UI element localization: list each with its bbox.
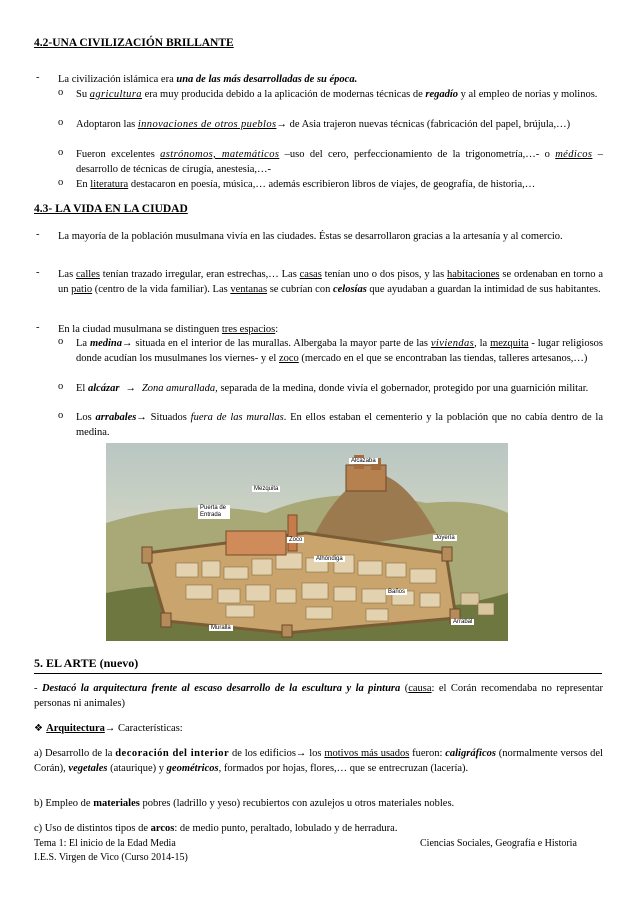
- text: : de medio punto, peraltado, lobulado y de herradura.: [174, 823, 398, 834]
- arrow-icon: →: [276, 119, 287, 130]
- s5-item-b: [34, 796, 603, 811]
- keyword: alcázar: [87, 383, 120, 394]
- text: y al empleo de norias y molinos.: [458, 89, 598, 100]
- text: (mercado en el que se encontraban las tiendas, talleres artesanos,…): [298, 353, 588, 364]
- s42-item-agricultura: [76, 87, 603, 102]
- text: (: [400, 683, 409, 694]
- keyword: tres espacios: [221, 324, 276, 335]
- emphasis: Destacó la arquitectura frente al escaso desarrollo de la escultura y la pintura: [41, 683, 401, 694]
- text: En la ciudad musulmana se distinguen: [58, 324, 222, 335]
- arrow-icon: →: [136, 412, 147, 423]
- bullet-dash: -: [36, 72, 40, 83]
- arrow-icon: →: [125, 383, 136, 394]
- city-illustration-svg: [106, 443, 508, 641]
- text: destacaron en poesía, música,… además escribieron libros de viajes, de geografía, de historia,…: [128, 179, 536, 190]
- s42-intro: [58, 72, 603, 87]
- text: b) Empleo de: [34, 798, 94, 809]
- keyword: habitaciones: [447, 269, 500, 280]
- keyword: patio: [71, 284, 93, 295]
- keyword: vegetales: [68, 763, 108, 774]
- bullet-o: o: [58, 381, 64, 392]
- text: Situados: [146, 412, 191, 423]
- text: La: [76, 338, 90, 349]
- label-banos: Baños: [388, 589, 406, 595]
- text: se cubrían con: [267, 284, 333, 295]
- section-title-text: 4.3- LA VIDA EN LA CIUDAD: [34, 203, 188, 215]
- s43-p3: [58, 322, 603, 337]
- text: En: [76, 179, 91, 190]
- text: : el Corán recomendaba no representar personas ni animales): [34, 683, 603, 709]
- keyword: causa: [408, 683, 432, 694]
- keyword: Arquitectura: [46, 723, 105, 734]
- label-arrabal: Arrabal: [453, 619, 473, 625]
- bullet-o: o: [58, 336, 64, 347]
- text: se ordenaban en torno a un: [58, 269, 603, 295]
- footer-right-1: Ciencias Sociales, Geografía e Historia: [420, 838, 577, 849]
- text: (ataurique) y: [107, 763, 167, 774]
- text: Características:: [115, 723, 183, 734]
- text: (normalmente versos del Corán),: [34, 748, 603, 774]
- keyword: agricultura: [89, 89, 142, 100]
- text: (centro de la vida familiar). Las: [92, 284, 231, 295]
- keyword: calles: [76, 269, 100, 280]
- bullet-o: o: [58, 87, 64, 98]
- bullet-o: o: [58, 410, 64, 421]
- bullet-dash: -: [36, 229, 40, 240]
- section-4-3-title: [34, 203, 188, 215]
- text: que ayudaban a guardan la intimidad de sus habitantes.: [366, 284, 601, 295]
- keyword: arcos: [150, 823, 175, 834]
- text: de los edificios: [229, 748, 296, 759]
- keyword: celosías: [332, 284, 367, 295]
- bullet-o: o: [58, 147, 64, 158]
- label-joyeria: Joyería: [435, 535, 455, 541]
- text: :: [275, 324, 279, 335]
- section-5-title: [34, 656, 138, 671]
- label-alhondiga: Alhóndiga: [316, 556, 343, 562]
- label-puerta-entrada: Puerta de Entrada: [198, 505, 230, 519]
- text: –uso del cero, perfeccionamiento de la trigonometría,…- o: [279, 149, 556, 160]
- arrow-icon: →: [122, 338, 133, 349]
- text: a) Desarrollo de la: [34, 748, 116, 759]
- text: Los: [76, 412, 96, 423]
- keyword: ventanas: [230, 284, 268, 295]
- keyword: decoración del interior: [115, 748, 230, 759]
- text: tenían trazado irregular, eran estrechas,… Las: [99, 269, 300, 280]
- s43-medina: [76, 336, 603, 366]
- label-muralla: Muralla: [211, 625, 231, 631]
- section-title-text: 5. EL ARTE (nuevo): [34, 656, 139, 670]
- section-4-2-title: [34, 37, 234, 49]
- text: Las: [58, 269, 77, 280]
- text: situada en el interior de las murallas. Albergaba la mayor parte de las: [132, 338, 431, 349]
- text: tenían uno o dos pisos, y las: [321, 269, 448, 280]
- text: –desarrollo de técnicas de cirugía, anestesia,…-: [76, 149, 603, 175]
- s42-item-ciencia: [76, 147, 603, 177]
- keyword: medina: [89, 338, 123, 349]
- text: La mayoría de la población musulmana vivía en las ciudades. Éstas se desarrollaron gracias a la artesanía y al comercio.: [58, 231, 563, 242]
- keyword: médicos: [555, 149, 593, 160]
- s42-item-innovaciones: [76, 117, 603, 132]
- text: era muy producida debido a la aplicación de modernas técnicas de: [141, 89, 426, 100]
- text: pobres (ladrillo y yeso) recubiertos con azulejos u otros materiales nobles.: [139, 798, 455, 809]
- s5-p1: [34, 681, 603, 711]
- s5-item-c: [34, 821, 603, 836]
- label-mezquita: Mezquita: [254, 486, 279, 492]
- text: c) Uso de distintos tipos de: [34, 823, 151, 834]
- keyword: motivos más usados: [324, 748, 410, 759]
- label-alcazaba: Alcazaba: [351, 458, 376, 464]
- arrow-icon: →: [295, 748, 307, 759]
- bullet-dash: -: [34, 683, 42, 694]
- keyword: zoco: [278, 353, 299, 364]
- s5-item-a: [34, 746, 603, 776]
- keyword: regadío: [425, 89, 459, 100]
- text: Zona amurallada,: [141, 383, 218, 394]
- keyword: literatura: [90, 179, 129, 190]
- footer-left-2: I.E.S. Virgen de Vico (Curso 2014-15): [34, 852, 188, 863]
- text: separada de la medina, donde vivía el gobernador, protegido por una guarnición militar.: [217, 383, 589, 394]
- keyword: caligráficos: [445, 748, 496, 759]
- keyword: materiales: [93, 798, 140, 809]
- divider: [34, 673, 602, 674]
- text: fueron:: [409, 748, 446, 759]
- s43-arrabales: [76, 410, 603, 440]
- keyword: mezquita: [490, 338, 529, 349]
- bullet-o: o: [58, 177, 64, 188]
- bullet-o: o: [58, 117, 64, 128]
- text: El: [76, 383, 88, 394]
- label-zoco: Zoco: [289, 537, 303, 543]
- s43-p1: [58, 229, 603, 244]
- keyword: casas: [299, 269, 322, 280]
- s43-p2: [58, 267, 603, 297]
- bullet-dash: -: [36, 322, 40, 333]
- text: Su: [76, 89, 90, 100]
- text: los: [306, 748, 325, 759]
- city-illustration: [106, 443, 508, 641]
- section-title-text: 4.2-UNA CIVILIZACIÓN BRILLANTE: [34, 37, 234, 49]
- bullet-dash: -: [36, 267, 40, 278]
- text: , formados por hojas, flores,… que se entrecruzan (lacería).: [218, 763, 469, 774]
- s43-alcazar: [76, 381, 603, 396]
- keyword: arrabales: [95, 412, 137, 423]
- emphasis: una de las más desarrolladas de su época.: [176, 74, 358, 85]
- text: , la: [474, 338, 491, 349]
- keyword: astrónomos, matemáticos: [160, 149, 280, 160]
- text: Adoptaron las: [76, 119, 138, 130]
- text: Fueron excelentes: [76, 149, 161, 160]
- diamond-bullet-icon: ❖: [34, 723, 47, 734]
- keyword: viviendas: [430, 338, 475, 349]
- s5-arquitectura: [34, 721, 603, 736]
- text: . En ellos estaban el cementerio y la población que no cabía dentro de la medina.: [76, 412, 604, 438]
- s42-item-literatura: [76, 177, 603, 192]
- text: La civilización islámica era: [58, 74, 177, 85]
- footer-left-1: Tema 1: El inicio de la Edad Media: [34, 838, 176, 849]
- keyword: geométricos: [166, 763, 219, 774]
- text: - lugar religiosos donde acudían los musulmanes los viernes- y el: [76, 338, 604, 364]
- text: fuera de las murallas: [190, 412, 284, 423]
- arrow-icon: →: [104, 723, 116, 734]
- text: de Asia trajeron nuevas técnicas (fabricación del papel, brújula,…): [286, 119, 571, 130]
- keyword: innovaciones de otros pueblos: [137, 119, 277, 130]
